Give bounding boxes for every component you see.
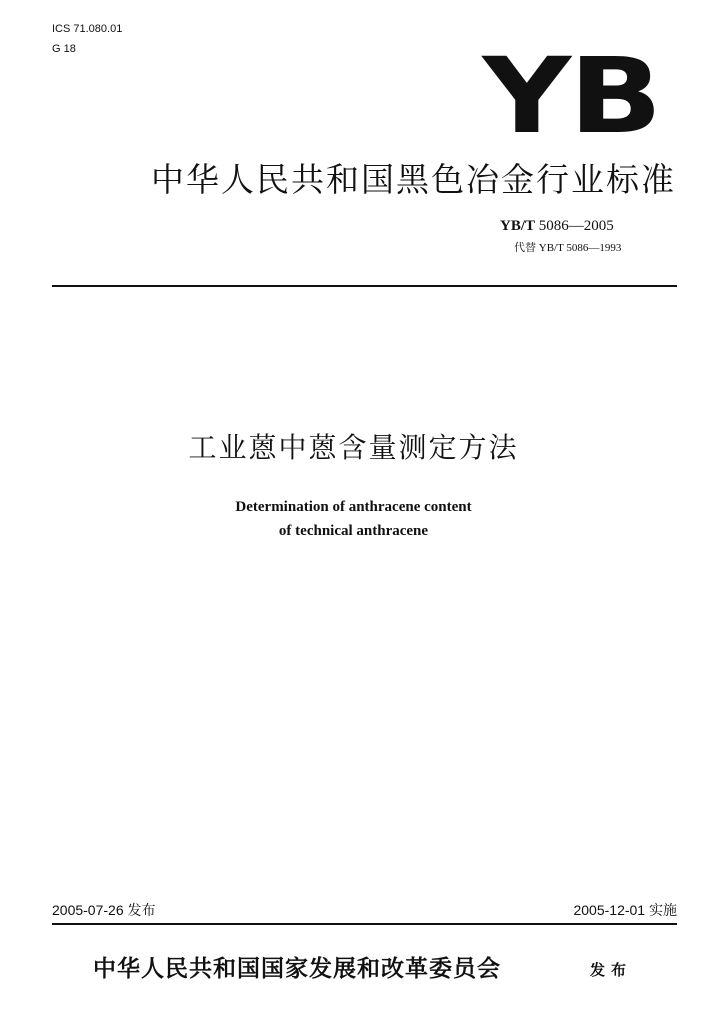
document-title-en-line1: Determination of anthracene content [235, 499, 472, 515]
replaces-note: 代替 YB/T 5086—1993 [514, 242, 622, 254]
issue-date: 2005-07-26 发布 [52, 902, 156, 918]
ccs-code: G 18 [52, 43, 76, 55]
ics-code: ICS 71.080.01 [52, 23, 123, 35]
standard-category-title: 中华人民共和国黑色冶金行业标准 [151, 160, 676, 199]
implementation-date: 2005-12-01 实施 [573, 902, 677, 918]
publish-label: 发布 [590, 961, 633, 979]
bottom-divider [52, 923, 677, 925]
top-divider [52, 285, 677, 287]
document-title-cn: 工业蒽中蒽含量测定方法 [188, 431, 519, 464]
document-title-en-line2: of technical anthracene [278, 523, 429, 539]
yb-logo: YB [482, 35, 660, 157]
standard-number-value: 5086—2005 [538, 218, 614, 234]
issuing-authority: 中华人民共和国国家发展和改革委员会 [93, 955, 501, 982]
standard-number [500, 216, 660, 236]
standard-number-prefix: YB/T [500, 218, 536, 234]
